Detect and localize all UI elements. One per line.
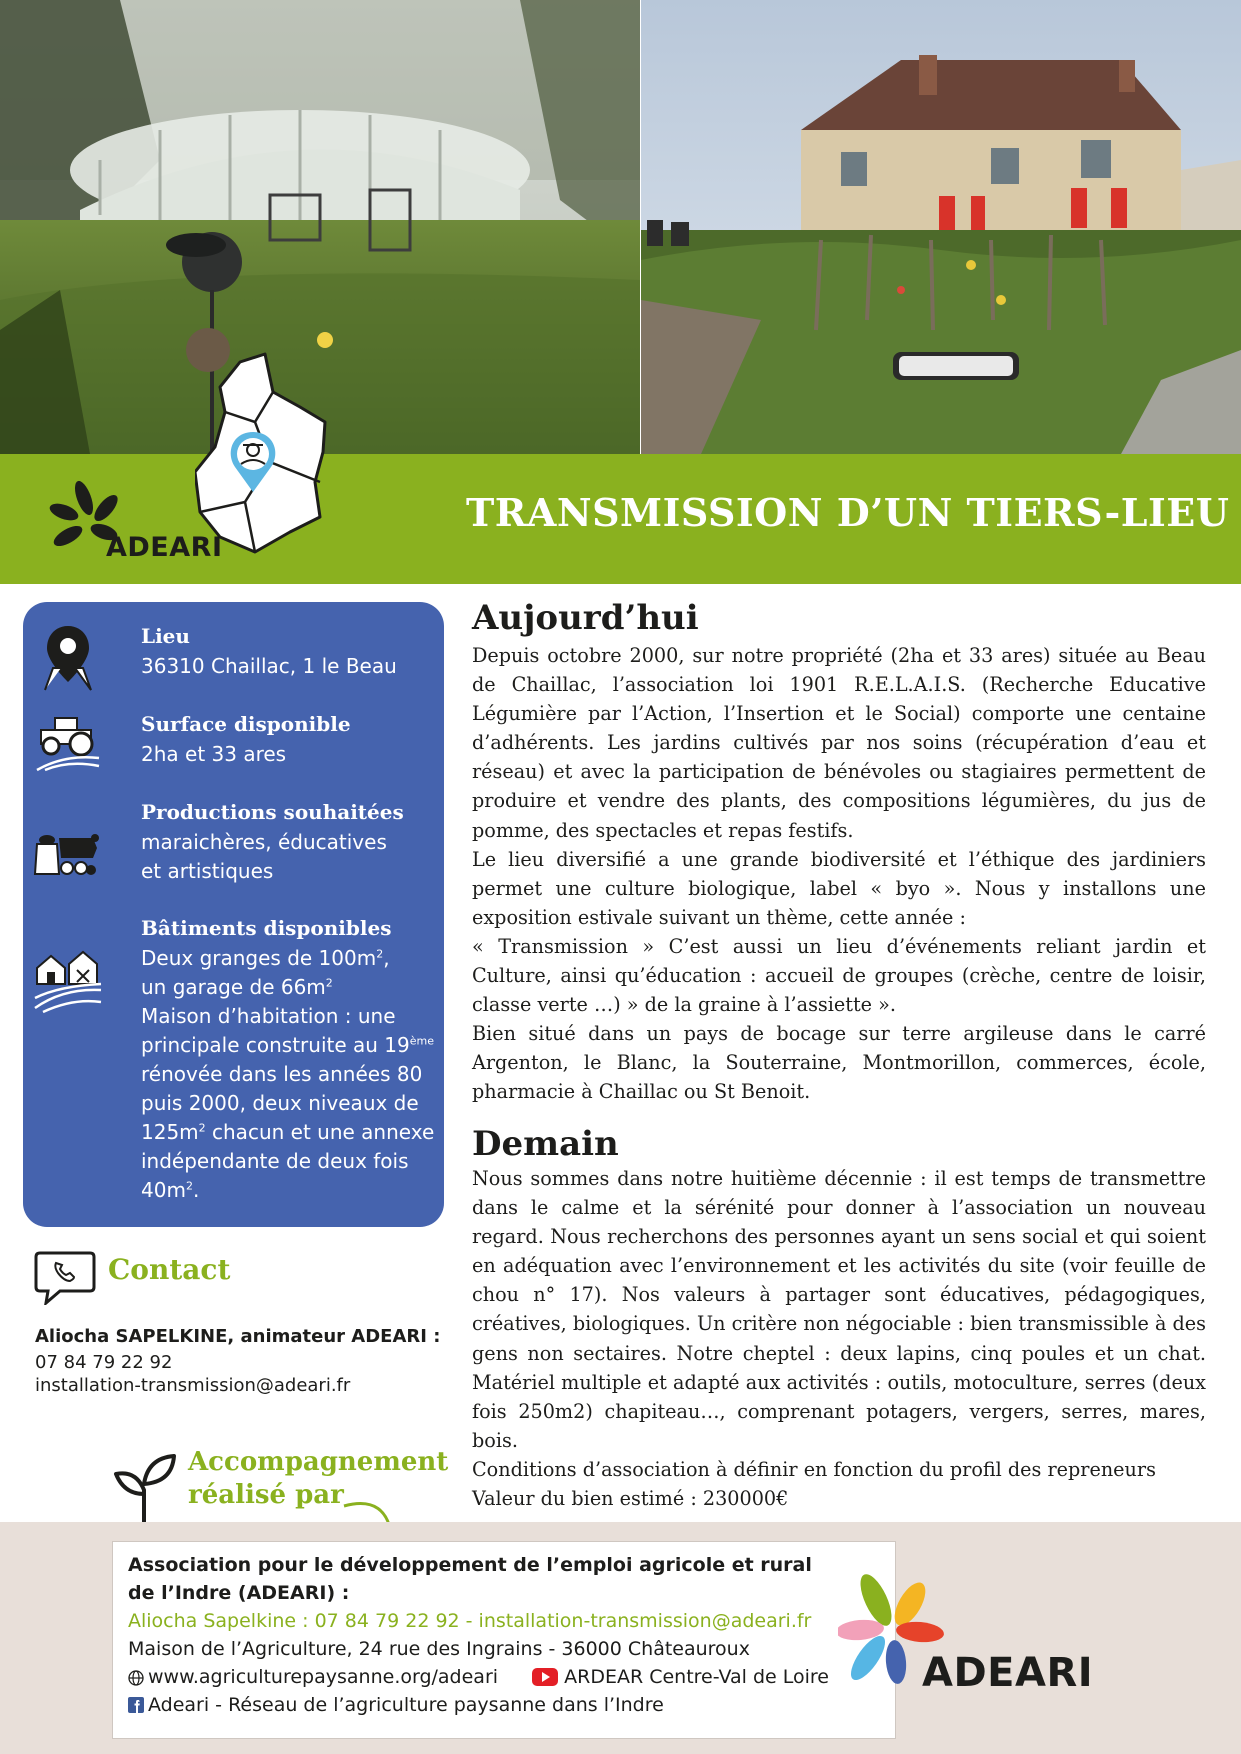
footer-org-line1: Association pour le développement de l’emploi agricole et rural [128, 1554, 812, 1576]
adeari-footer-logo-text: ADEARI [922, 1650, 1094, 1696]
contact-title: Contact [108, 1253, 231, 1286]
footer-org-line2: de l’Indre (ADEARI) : [128, 1582, 350, 1604]
footer-address: Maison de l’Agriculture, 24 rue des Ingrains - 36000 Châteauroux [128, 1638, 750, 1660]
footer-contact-line[interactable]: Aliocha Sapelkine : 07 84 79 22 92 - installation-transmission@adeari.fr [128, 1610, 812, 1632]
lieu-value: 36310 Chaillac, 1 le Beau [141, 654, 397, 678]
info-panel [23, 602, 444, 1227]
farm-buildings-icon [33, 948, 103, 1014]
footer-facebook-link[interactable]: Adeari - Réseau de l’agriculture paysanne dans l’Indre [148, 1694, 664, 1716]
phone-chat-icon [34, 1249, 96, 1305]
contact-person: Aliocha SAPELKINE, animateur ADEARI : [35, 1326, 441, 1347]
region-map-icon [195, 352, 365, 562]
footer-facebook-row [128, 1694, 664, 1716]
produce-livestock-icon [33, 824, 103, 878]
surface-label: Surface disponible [141, 712, 351, 736]
batiments-value: Deux granges de $100m^2$, un garage de $66m^2$ Maison d’habitation : une principale construite au 19ème rénovée dans les années 80 puis 2000, deux niveaux de $125m^2$ chacun et une annexe indépendante de deux fois $40m^2$. [141, 946, 435, 1202]
footer-links-row [128, 1666, 829, 1688]
accompagnement-title: Accompagnement réalisé par [188, 1447, 449, 1510]
batiments-label: Bâtiments disponibles [141, 916, 392, 940]
lieu-label: Lieu [141, 624, 190, 648]
adeari-logo-text: ADEARI [106, 532, 223, 563]
footer-website-link[interactable]: www.agriculturepaysanne.org/adeari [148, 1666, 499, 1688]
productions-label: Productions souhaitées [141, 800, 404, 824]
productions-value-line1: maraichères, éducatives [141, 830, 387, 854]
aujourdhui-text: Depuis octobre 2000, sur notre propriété (2ha et 33 ares) située au Beau de Chaillac, l’association loi 1901 R.E.L.A.I.S. (Recherche Educative Légumière par l’Action, l’Insertion et le Social) comporte une centaine d’adhérents. Les jardins cultivés par nos soins (récupération d’eau et réseau) et avec la participation de bénévoles ou stagiaires permettent de produire et vendre des plants, des compositions légumières, du jus de pomme, des spectacles et repas festifs. Le lieu diversifié a une grande biodiversité et l’éthique des jardiniers permet une culture biologique, label « byo ». Nous y installons une exposition estivale suivant un thème, cette année : « Transmission » C’est aussi un lieu d’événements reliant jardin et Culture, ainsi qu’éducation : accueil de groupes (crèche, centre de loisir, classe verte …) » de la graine à l’assiette ». Bien situé dans un pays de bocage sur terre argileuse dans le carré Argenton, le Blanc, la Souterraine, Montmorillon, commerces, école, pharmacie à Chaillac ou St Benoit. [472, 644, 1206, 1104]
aujourdhui-heading: Aujourd’hui [472, 598, 699, 638]
tractor-icon [35, 714, 101, 772]
surface-value: 2ha et 33 ares [141, 742, 287, 766]
location-pin-icon [41, 624, 95, 692]
farmhouse-garden-photo [641, 0, 1241, 454]
demain-text: Nous sommes dans notre huitième décennie : il est temps de transmettre dans le calme et la sérénité pour donner à l’association un nouveau regard. Nous recherchons des personnes ayant un sens social et qui soient en adéquation avec l’environnement et les activités du site (voir feuille de chou n° 17). Nos valeurs à partager sont éducatives, pédagogiques, créatives, biologiques. Un critère non négociable : bien transmissible à des gens non sectaires. Notre cheptel : deux lapins, cinq poules et un chat. Matériel multiple et adapté aux activités : outils, motoculture, serres (deux fois 250m2) chapiteau…, comprenant potagers, vergers, serres, mares, bois. Conditions d’association à définir en fonction du profil des repreneurs Valeur du bien estimé : 230000€ [472, 1167, 1206, 1511]
youtube-icon [532, 1668, 558, 1686]
footer-youtube-link[interactable]: ARDEAR Centre-Val de Loire [564, 1666, 829, 1688]
page-title: TRANSMISSION D’UN TIERS-LIEU [466, 490, 1230, 535]
contact-phone[interactable]: 07 84 79 22 92 [35, 1352, 173, 1373]
globe-icon [128, 1670, 144, 1686]
demain-heading: Demain [472, 1124, 619, 1164]
contact-email[interactable]: installation-transmission@adeari.fr [35, 1375, 351, 1396]
facebook-icon [128, 1697, 144, 1713]
productions-value-line2: et artistiques [141, 859, 274, 883]
